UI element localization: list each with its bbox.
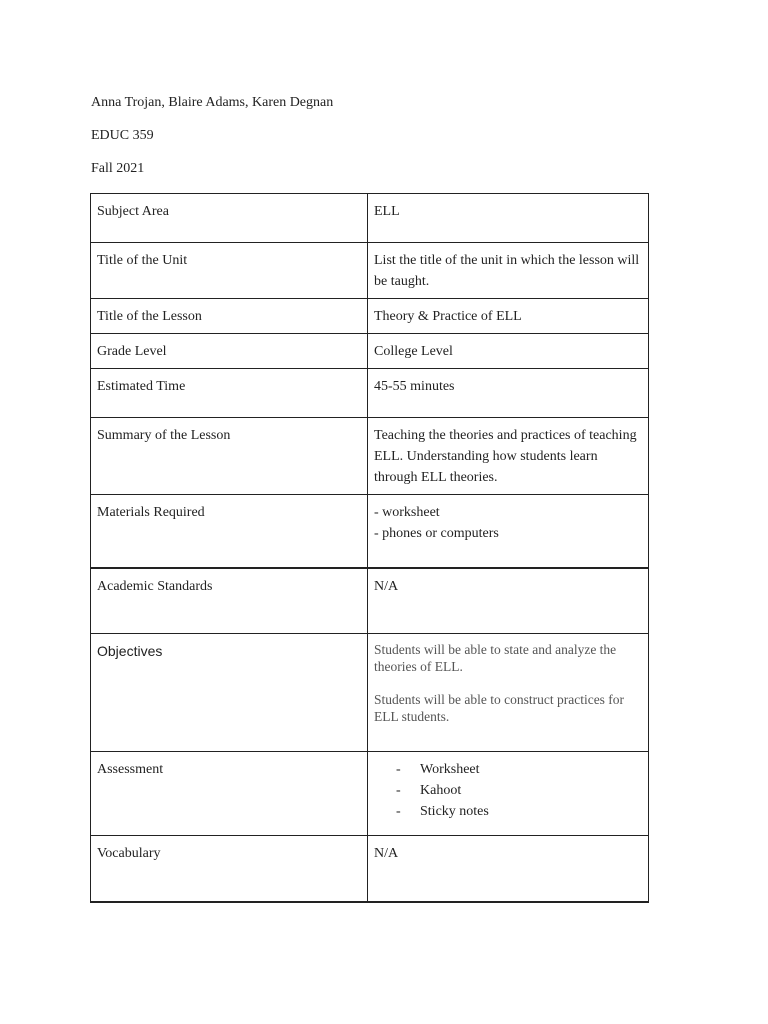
row-grade-level: [91, 334, 649, 369]
term: Fall 2021: [91, 161, 145, 176]
unit-title-value: List the title of the unit in which the lesson will be taught.: [368, 243, 649, 299]
list-item: - Worksheet: [396, 762, 480, 777]
row-subject-area: [91, 194, 649, 243]
grade-level-value: College Level: [368, 334, 649, 369]
materials-item: - worksheet: [374, 505, 440, 520]
assessment-item: Sticky notes: [420, 804, 489, 819]
list-item: - Sticky notes: [396, 804, 489, 819]
unit-title-label: Title of the Unit: [91, 243, 368, 299]
subject-area-label: Subject Area: [91, 194, 368, 243]
grade-level-label: Grade Level: [91, 334, 368, 369]
assessment-value: [368, 752, 649, 836]
row-unit-title: [91, 243, 649, 299]
row-vocabulary: [91, 836, 649, 902]
lesson-title-label: Title of the Lesson: [91, 299, 368, 334]
objectives-label: Objectives: [91, 634, 368, 752]
row-estimated-time: [91, 369, 649, 418]
summary-label: Summary of the Lesson: [91, 418, 368, 495]
row-materials: [91, 495, 649, 568]
materials-label: Materials Required: [91, 495, 368, 568]
vocabulary-label: Vocabulary: [91, 836, 368, 902]
assessment-list: [374, 759, 642, 822]
row-lesson-title: [91, 299, 649, 334]
vocabulary-value: N/A: [368, 836, 649, 902]
list-item: - Kahoot: [396, 783, 462, 798]
objective-item: Students will be able to state and analyze the theories of ELL.: [374, 642, 617, 674]
estimated-time-value: 45-55 minutes: [368, 369, 649, 418]
materials-value: [368, 495, 649, 568]
estimated-time-label: Estimated Time: [91, 369, 368, 418]
assessment-label: Assessment: [91, 752, 368, 836]
assessment-item: Worksheet: [420, 762, 480, 777]
row-assessment: [91, 752, 649, 836]
row-objectives: [91, 634, 649, 752]
subject-area-value: ELL: [368, 194, 649, 243]
objectives-value: [368, 634, 649, 752]
author-names: Anna Trojan, Blaire Adams, Karen Degnan: [91, 95, 334, 110]
lesson-title-value: Theory & Practice of ELL: [368, 299, 649, 334]
row-summary: [91, 418, 649, 495]
row-academic-standards: [91, 568, 649, 634]
summary-value: Teaching the theories and practices of teaching ELL. Understanding how students learn through ELL theories.: [368, 418, 649, 495]
course-code: EDUC 359: [91, 128, 154, 143]
materials-item: - phones or computers: [374, 526, 499, 541]
academic-standards-value: N/A: [368, 568, 649, 634]
academic-standards-label: Academic Standards: [91, 568, 368, 634]
assessment-item: Kahoot: [420, 783, 462, 798]
lesson-plan-table: [90, 193, 649, 903]
objective-item: Students will be able to construct practices for ELL students.: [374, 692, 625, 724]
